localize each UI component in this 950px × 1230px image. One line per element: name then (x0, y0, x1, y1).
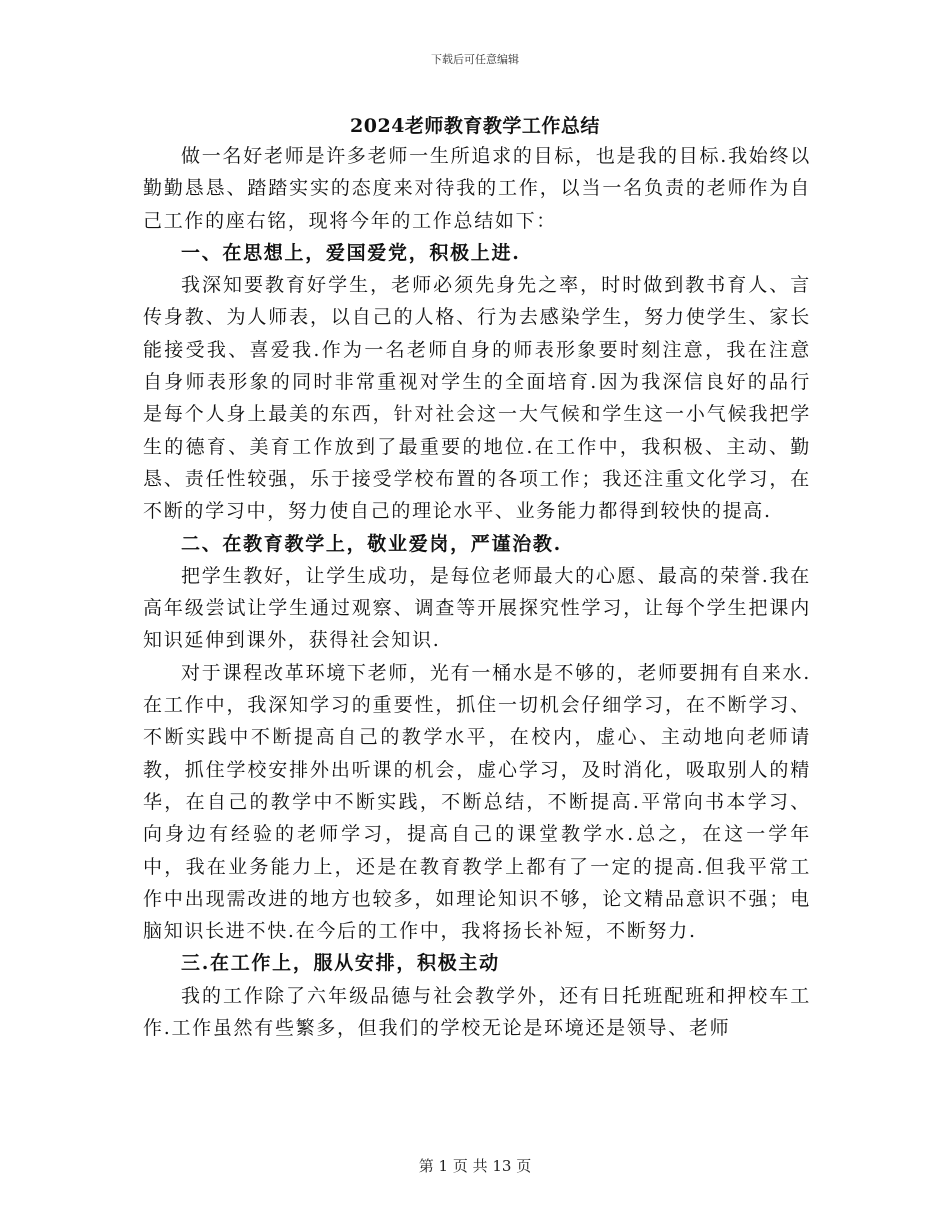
section-heading-3: 三.在工作上，服从安排，积极主动 (181, 952, 500, 975)
paragraph-section-2b: 对于课程改革环境下老师，光有一桶水是不够的，老师要拥有自来水.在工作中，我深知学习的重要性，抓住一切机会仔细学习，在不断学习、不断实践中不断提高自己的教学水平，在校内，虚心、主动地向老师请教，抓住学校安排外出听课的机会，虚心学习，及时消化，吸取别人的精华，在自己的教学中不断实践，不断总结，不断提高.平常向书本学习、向身边有经验的老师学习，提高自己的课堂教学水.总之，在这一学年中，我在业务能力上，还是在教育教学上都有了一定的提高.但我平常工作中出现需改进的地方也较多，如理论知识不够，论文精品意识不强；电脑知识长进不快.在今后的工作中，我将扬长补短，不断努力. (143, 661, 811, 943)
document-body (143, 140, 811, 1044)
header-note: 下载后可任意编辑 (431, 53, 519, 66)
paragraph-section-1: 我深知要教育好学生，老师必须先身先之率，时时做到教书育人、言传身教、为人师表，以自己的人格、行为去感染学生，努力使学生、家长能接受我、喜爱我.作为一名老师自身的师表形象要时刻注意，我在注意自身师表形象的同时非常重视对学生的全面培育.因为我深信良好的品行是每个人身上最美的东西，针对社会这一大气候和学生这一小气候我把学生的德育、美育工作放到了最重要的地位.在工作中，我积极、主动、勤恳、责任性较强，乐于接受学校布置的各项工作；我还注重文化学习，在不断的学习中，努力使自己的理论水平、业务能力都得到较快的提高. (143, 274, 811, 523)
page-number-footer: 第 1 页 共 13 页 (418, 1157, 532, 1175)
paragraph-section-3: 我的工作除了六年级品德与社会教学外，还有日托班配班和押校车工作.工作虽然有些繁多，但我们的学校无论是环境还是领导、老师 (143, 984, 811, 1040)
paragraph-intro: 做一名好老师是许多老师一生所追求的目标，也是我的目标.我始终以勤勤恳恳、踏踏实实的态度来对待我的工作，以当一名负责的老师作为自己工作的座右铭，现将今年的工作总结如下： (143, 145, 811, 232)
section-heading-1: 一、在思想上，爱国爱党，积极上进. (181, 241, 521, 264)
document-title: 2024老师教育教学工作总结 (350, 115, 600, 137)
paragraph-section-2a: 把学生教好，让学生成功，是每位老师最大的心愿、最高的荣誉.我在高年级尝试让学生通过观察、调查等开展探究性学习，让每个学生把课内知识延伸到课外，获得社会知识. (143, 564, 811, 652)
section-heading-2: 二、在教育教学上，敬业爱岗，严谨治教. (181, 532, 562, 555)
